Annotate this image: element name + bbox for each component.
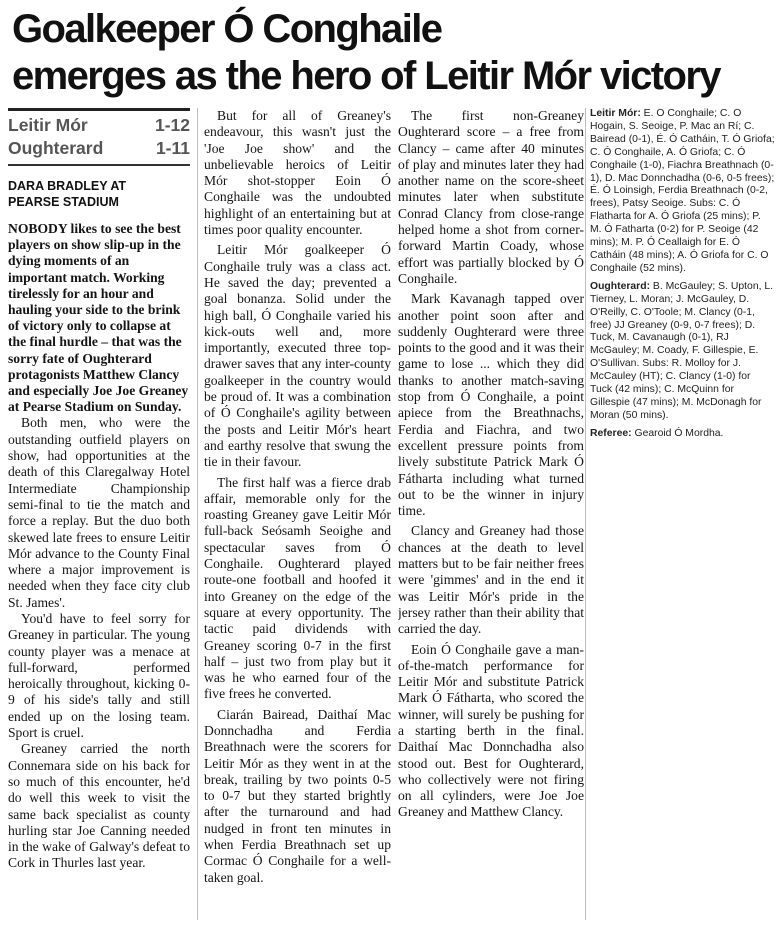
score-row-leitir-mor — [8, 114, 190, 137]
body-paragraph: Clancy and Greaney had those chances at the death to level matters but to be fair neither frees were 'gimmes' and in the end it was Leitir Mór's pride in the jersey rather than their ability that carried the day. — [398, 523, 584, 637]
team-lineup-leitir-mor — [590, 108, 775, 276]
column-rule-1 — [197, 108, 198, 920]
team-label: Oughterard: — [590, 280, 651, 292]
referee-line — [590, 428, 775, 441]
byline-line-1: DARA BRADLEY AT — [8, 179, 127, 193]
body-paragraph: Greaney carried the north Connemara side on his back for so much of this encounter, he'd do well this week to visit the same back specialist as county hurling star Joe Canning needed in the wake of Galway's defeat to Cork in Thurles last year. — [8, 741, 190, 871]
article-column-3 — [398, 108, 584, 926]
team-score: 1-12 — [154, 115, 190, 135]
body-paragraph: Ciarán Bairead, Daithaí Mac Donnchadha and Ferdia Breathnach were the scorers for Leitir Mór as they went in at the break, trailing by two points 0-5 to 0-7 but they started brightly after the turnaround and had nudged in front ten minutes in when Ferdia Breathnach set up Cormac Ó Conghaile for a well-taken goal. — [204, 706, 391, 885]
body-paragraph: Leitir Mór goalkeeper Ó Conghaile truly was a class act. He saved the day; prevented a goal bonanza. Solid under the high ball, Ó Conghaile varied his kick-outs well and, more importantly, executed three top-drawer saves that any inter-county goalkeeper in the country would be proud of. It was a combination of Ó Conghaile's agility between the posts and Leitir Mór's heart and earthy resolve that swung the tie in their favour. — [204, 242, 391, 470]
body-paragraph: But for all of Greaney's endeavour, this wasn't just the 'Joe Joe show' and the unbelievable heroics of Leitir Mór shot-stopper Eoin Ó Conghaile was the undoubted highlight of an entertaining but at times poor quality encounter. — [204, 108, 391, 238]
score-row-oughterard — [8, 137, 190, 160]
team-lineups-column — [590, 108, 775, 926]
referee-label: Referee: — [590, 427, 632, 439]
body-paragraph: You'd have to feel sorry for Greaney in particular. The young county player was a menace at full-forward, performed heroically throughout, kicking 0-9 of his side's tally and still ended up on the losing team. Sport is cruel. — [8, 611, 190, 741]
body-paragraph: Mark Kavanagh tapped over another point soon after and suddenly Oughterard were three points to the good and it was their game to lose ... which they did thanks to another match-saving stop from Ó Conghaile, a point apiece from the Breathnachs, Ferdia and Fiachra, and two excellent pressure points from lively substitute Patrick Mark Ó Fátharta including what turned out to be the winner in injury time. — [398, 291, 584, 519]
team-label: Leitir Mór: — [590, 108, 641, 119]
body-paragraph: Eoin Ó Conghaile gave a man-of-the-match performance for Leitir Mór and substitute Patrick Mark Ó Fátharta, who scored the winner, will surely be pushing for a starting berth in the final. Daithaí Mac Donnchadha also stood out. Best for Oughterard, who collectively were not firing on all cylinders, were Joe Joe Greaney and Matthew Clancy. — [398, 641, 584, 820]
body-paragraph: The first half was a fierce drab affair, memorable only for the roasting Greaney gave Leitir Mór full-back Seósamh Seoighe and spectacular saves from Ó Conghaile. Oughterard played route-one football and hoofed it into Greaney on the edge of the square at every opportunity. The tactic paid dividends with Greaney scoring 0-7 in the first half – just two from play but it was he who earned four of the five frees he converted. — [204, 474, 391, 702]
lineup-text: E. Ó Conghaile; C. Ó Hogain, S. Seoige, P. Mac an Rí; C. Bairead (0-1), É. Ó Catháin, T. Ó Griofa; C. Ó Conghaile, A. Ó Griofa; C. Ó Conghaile (1-0), Fiachra Breathnach (0-1), D. Mac Donnchadha (0-6, 0-5 frees); É. Ó Loinsigh, Ferdia Breathnach (0-2, frees), Patsy Seoige. Subs: C. Ó Flatharta for A. Ó Griofa (25 mins); P. M. Ó Fatharta (0-2) for P. Seoige (42 mins); M. P. Ó Ceallaigh for E. Ó Catháin (48 mins); A. Ó Griofa for C. O Conghaile (52 mins). — [590, 108, 775, 274]
body-paragraph: Both men, who were the outstanding outfield players on show, had opportunities at the death of this Claregalway Hotel Intermediate Championship semi-final to tie the match and force a replay. But the duo both skewed late frees to ensure Leitir Mór advance to the County Final where a major improvement is needed when they face city club St. James'. — [8, 415, 190, 610]
headline-line-2: emerges as the hero of Leitir Mór victory — [12, 54, 720, 98]
lineup-text: B. McGauley; S. Upton, L. Tierney, L. Moran; J. McGauley, D. O'Reilly, C. O'Toole; M. Clancy (0-1, free) JJ Greaney (0-9, 0-7 frees); D. Tuck, M. Cavanaugh (0-1), RJ McGauley; M. Coady, F. Gillespie, E. O'Sullivan. Subs: R. Molloy for J. McCauley (HT); C. Clancy (1-0) for Tuck (42 mins); C. McQuinn for Gillespie (47 mins); M. McDonagh for Moran (50 mins). — [590, 280, 774, 421]
scoreline — [8, 108, 190, 166]
team-lineup-oughterard — [590, 281, 775, 423]
column-rule-2 — [585, 108, 586, 920]
article-column-2 — [204, 108, 391, 926]
team-name: Oughterard — [8, 138, 104, 158]
lead-paragraph: NOBODY likes to see the best players on show slip-up in the dying moments of an important match. Working tirelessly for an hour and hauling your side to the brink of victory only to collapse at the final hurdle – that was the sorry fate of Oughterard protagonists Matthew Clancy and especially Joe Joe Greaney at Pearse Stadium on Sunday. — [8, 221, 189, 415]
headline — [12, 6, 772, 100]
team-score: 1-11 — [155, 138, 190, 158]
article-column-1 — [8, 108, 190, 926]
body-paragraph: The first non-Greaney Oughterard score – a free from Clancy – came after 40 minutes of play and minutes later they had another name on the score-sheet minutes later when substitute Conrad Clancy from close-range helped home a shot from corner-forward Martin Coady, whose effort was partially blocked by Ó Conghaile. — [398, 108, 584, 286]
referee-name: Gearoid Ó Mordha. — [631, 427, 724, 439]
team-name: Leitir Mór — [8, 115, 88, 135]
byline — [8, 178, 190, 210]
headline-line-1: Goalkeeper Ó Conghaile — [12, 7, 442, 51]
byline-line-2: PEARSE STADIUM — [8, 195, 119, 209]
